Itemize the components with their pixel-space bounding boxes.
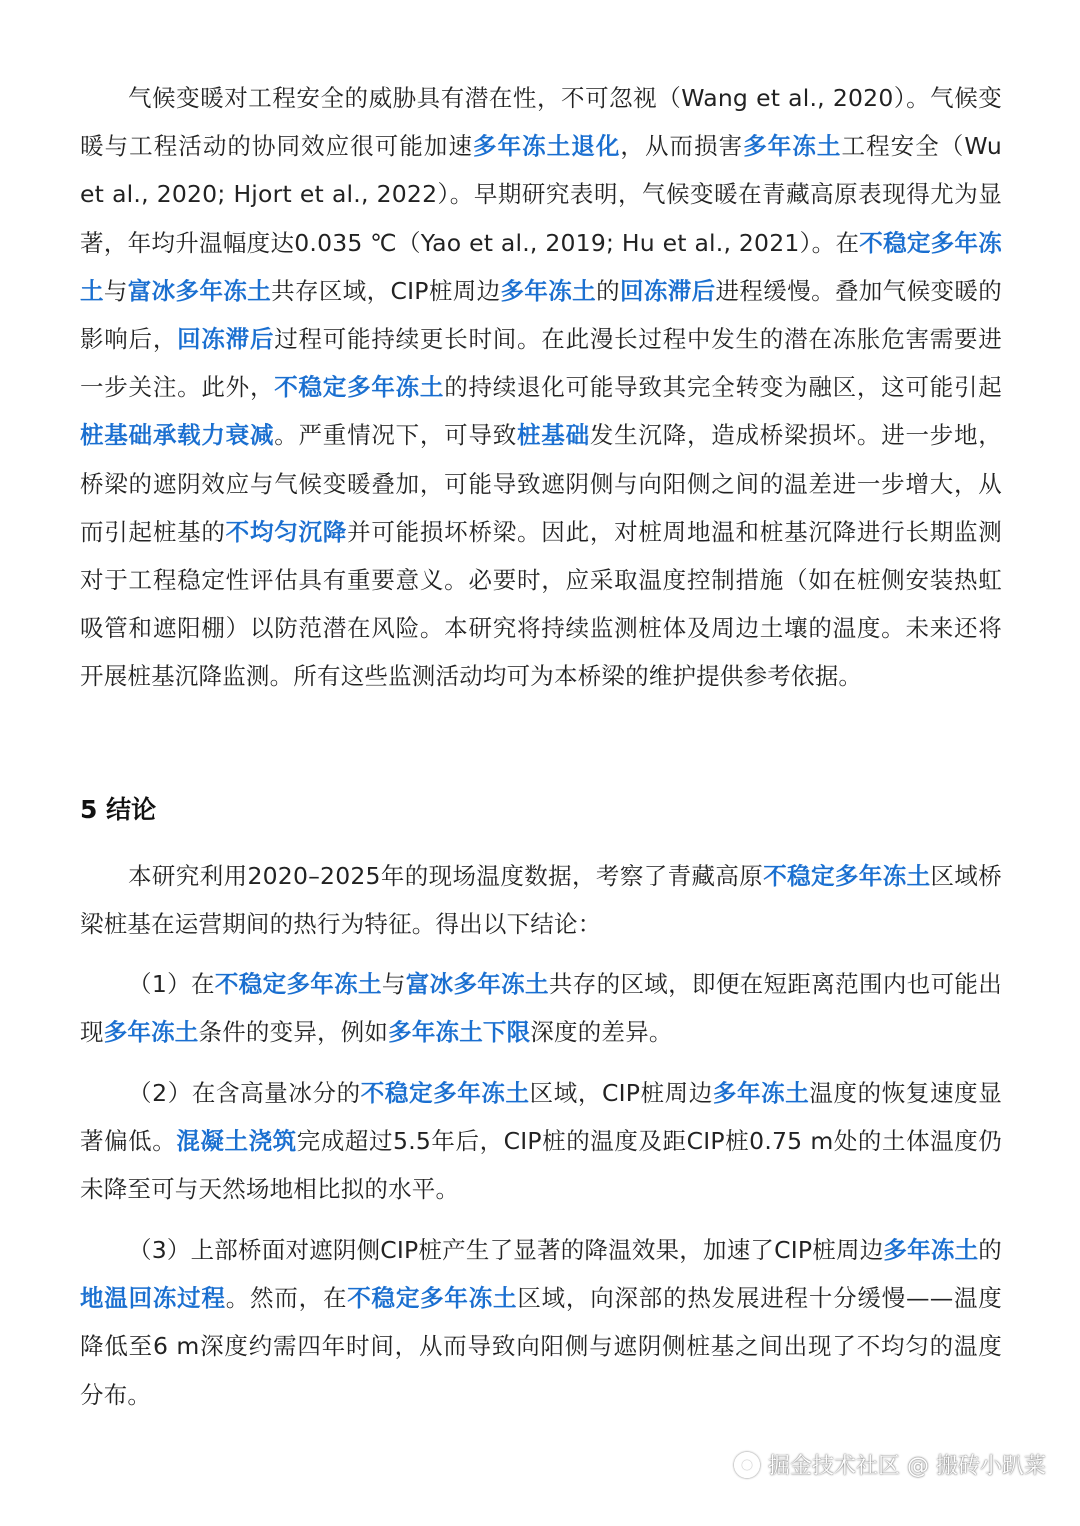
watermark-logo-icon <box>734 1452 760 1478</box>
section-heading: 5 结论 <box>80 795 157 824</box>
text-run: 温度的恢复速度显著偏低。 <box>80 1079 1003 1156</box>
text-run: 的 <box>596 276 620 305</box>
highlighted-term: 多年冻土 <box>743 132 842 161</box>
conclusion-item-2 <box>80 1069 1002 1214</box>
highlighted-term: 多年冻土 <box>103 1018 199 1047</box>
text-run: 与 <box>381 970 406 998</box>
watermark <box>734 1449 1046 1480</box>
highlighted-term: 不稳定多年冻土 <box>274 373 445 402</box>
conclusion-item-3 <box>80 1226 1002 1419</box>
text-run: 与 <box>103 276 128 305</box>
highlighted-term: 富冰多年冻土 <box>127 276 272 305</box>
paragraph-climate-warming <box>80 74 1002 701</box>
text-run: 条件的变异，例如 <box>198 1018 389 1047</box>
highlighted-term: 多年冻土下限 <box>388 1018 531 1047</box>
text-run: 共存的区域，即便在短距离范围内也可能出现 <box>80 970 1002 1047</box>
text-run: 气候变暖对工程安全的威胁具有潜在性，不可忽视（Wang et al., 2020）。气候变暖与工程活动的协同效应很可能加速 <box>80 84 1002 161</box>
highlighted-term: 不稳定多年冻土 <box>360 1079 530 1107</box>
text-run: 进程缓慢。叠加气候变暖的影响后， <box>80 276 1002 354</box>
highlighted-term: 多年冻土 <box>883 1236 979 1264</box>
highlighted-term: 回冻滞后 <box>619 276 716 305</box>
highlighted-term: 桩基础 <box>517 421 590 450</box>
highlighted-term: 多年冻土退化 <box>473 132 621 161</box>
conclusion-item-1 <box>80 960 1002 1056</box>
text-run: 的持续退化可能导致其完全转变为融区，这可能引起 <box>444 373 1002 402</box>
text-run: 完成超过5.5年后，CIP桩的温度及距CIP桩0.75 m处的土体温度仍未降至可与天然场地相比拟的水平。 <box>80 1127 1003 1204</box>
text-run: （2）在含高量冰分的 <box>128 1079 361 1107</box>
highlighted-term: 多年冻土 <box>712 1079 810 1107</box>
text-run: 工程安全（Wu et al., 2020; Hjort et al., 2022）。早期研究表明，气候变暖在青藏高原表现得尤为显著，年均升温幅度达0.035 ℃（Yao et al., 2019; Hu et al., 2021）。在 <box>80 132 1003 257</box>
text-run: 。严重情况下，可导致 <box>274 421 518 450</box>
text-run: 的 <box>978 1236 1002 1264</box>
text-run: 并可能损坏桥梁。因此，对桩周地温和桩基沉降进行长期监测对于工程稳定性评估具有重要意义。必要时，应采取温度控制措施（如在桩侧安装热虹吸管和遮阳棚）以防范潜在风险。本研究将持续监测桩体及周边土壤的温度。未来还将开展桩基沉降监测。所有这些监测活动均可为本桥梁的维护提供参考依据。 <box>80 517 1002 691</box>
text-run: 深度的差异。 <box>530 1018 673 1047</box>
highlighted-term: 地温回冻过程 <box>80 1284 226 1313</box>
text-run: （1）在 <box>128 970 215 998</box>
text-run: 本研究利用2020–2025年的现场温度数据，考察了青藏高原 <box>128 862 764 890</box>
highlighted-term: 不稳定多年冻土 <box>80 228 1002 305</box>
text-run: 区域桥梁桩基在运营期间的热行为特征。得出以下结论： <box>80 862 1002 939</box>
highlighted-term: 多年冻土 <box>500 276 597 305</box>
paragraph-study-intro <box>80 852 1002 948</box>
highlighted-term: 不稳定多年冻土 <box>214 970 382 998</box>
highlighted-term: 不均匀沉降 <box>225 517 348 546</box>
text-run: （3）上部桥面对遮阴侧CIP桩产生了显著的降温效果，加速了CIP桩周边 <box>128 1236 884 1264</box>
highlighted-term: 混凝土浇筑 <box>176 1127 297 1156</box>
text-run: 过程可能持续更长时间。在此漫长过程中发生的潜在冻胀危害需要进一步关注。此外， <box>80 325 1003 402</box>
text-run: 区域，向深部的热发展进程十分缓慢——温度降低至6 m深度约需四年时间，从而导致向阳侧与遮阴侧桩基之间出现了不均匀的温度分布。 <box>80 1284 1003 1409</box>
highlighted-term: 富冰多年冻土 <box>405 970 549 998</box>
highlighted-term: 桩基础承载力衰减 <box>80 421 275 450</box>
text-run: 共存区域，CIP桩周边 <box>271 276 501 305</box>
text-run: 区域，CIP桩周边 <box>529 1079 713 1107</box>
text-run: ，从而损害 <box>620 132 744 161</box>
highlighted-term: 不稳定多年冻土 <box>763 862 931 890</box>
watermark-text: 掘金技术社区 @ 搬砖小趴菜 <box>768 1454 1046 1479</box>
text-run: 。然而，在 <box>225 1284 348 1313</box>
highlighted-term: 回冻滞后 <box>177 325 275 354</box>
text-run: 发生沉降，造成桥梁损坏。进一步地，桥梁的遮阴效应与气候变暖叠加，可能导致遮阴侧与向阳侧之间的温差进一步增大，从而引起桩基的 <box>80 421 1003 546</box>
highlighted-term: 不稳定多年冻土 <box>347 1284 518 1313</box>
